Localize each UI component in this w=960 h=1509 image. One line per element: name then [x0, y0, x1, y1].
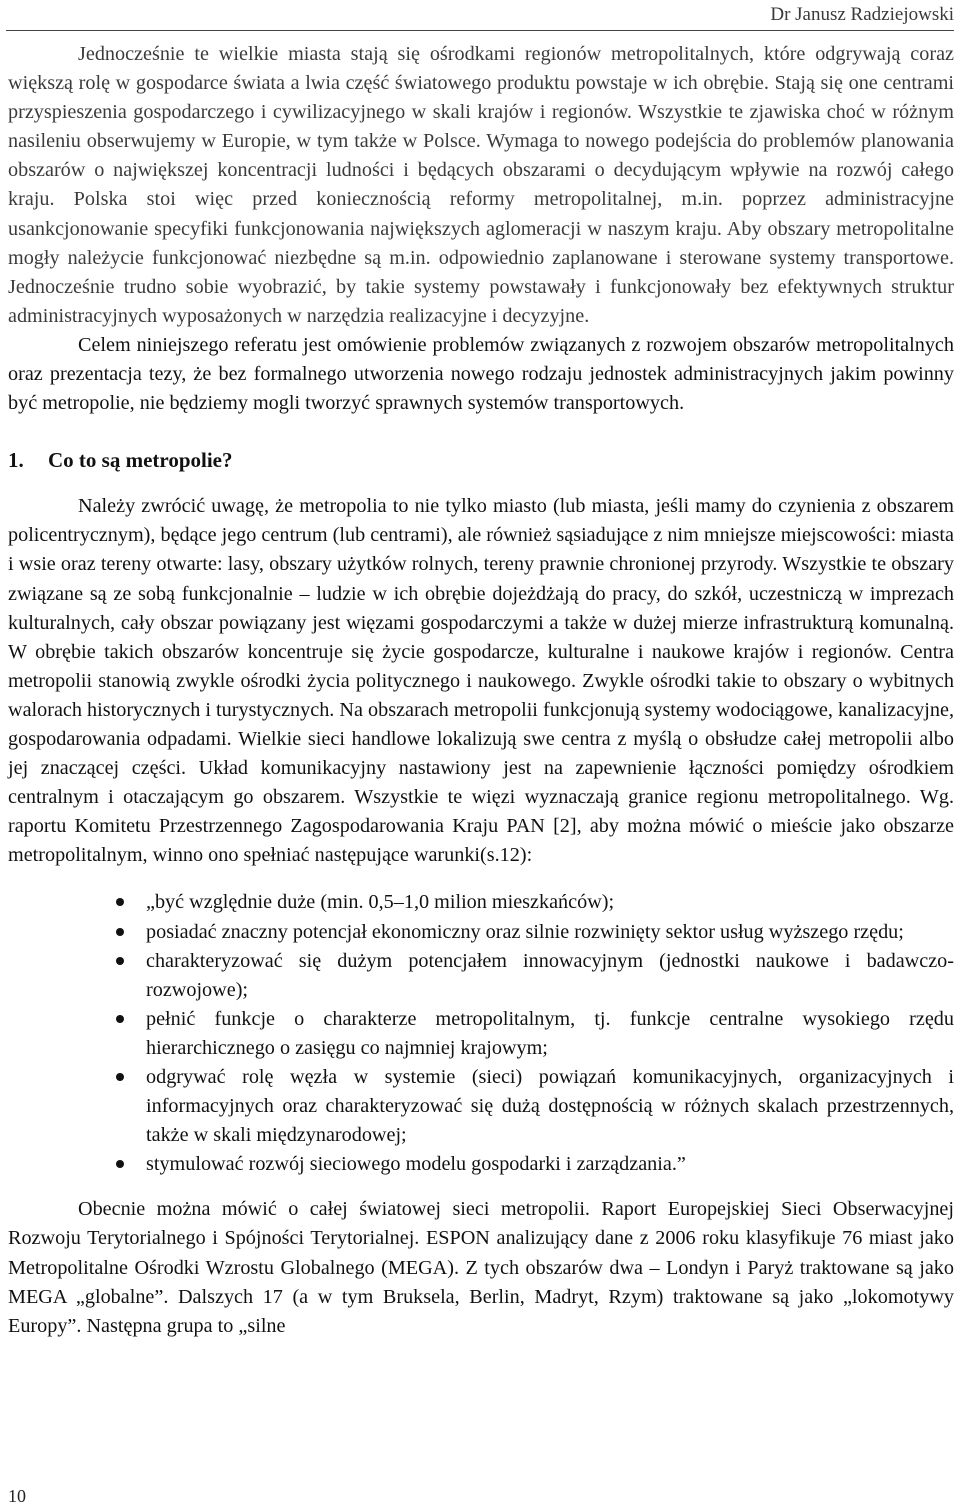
bullet-icon — [116, 1073, 124, 1081]
bullet-icon — [116, 928, 124, 936]
paragraph-intro: Jednocześnie te wielkie miasta stają się ośrodkami regionów metropolitalnych, które odgrywają coraz większą rolę w gospodarce świata a lwia część światowego produktu powstaje w ich obrębie. Stają się one centrami przyspieszenia gospodarczego i cywilizacyjnego w skali krajów i regionów. Wszystkie te zjawiska choć w różnym nasileniu obserwujemy w Europie, w tym także w Polsce. Wymaga to nowego podejścia do problemów planowania obszarów o największej koncentracji ludności i będących obszarami o decydującym wpływie na rozwój całego kraju. Polska stoi więc przed koniecznością reformy metropolitalnej, m.in. poprzez administracyjne usankcjonowanie specyfiki funkcjonowania największych aglomeracji w naszym kraju. Aby obszary metropolitalne mogły należycie funkcjonować niezbędne są m.in. odpowiednio zaplanowane i sterowane systemy transportowe. Jednocześnie trudno sobie wyobrazić, by takie systemy powstawały i funkcjonowały bez efektywnych struktur administracyjnych wyposażonych w narzędzia realizacyjne i decyzyjne. — [8, 43, 954, 327]
section-number: 1. — [8, 448, 24, 473]
running-header-author: Dr Janusz Radziejowski — [770, 4, 954, 25]
paragraph-aim: Celem niniejszego referatu jest omówienie problemów związanych z rozwojem obszarów metropolitalnych oraz prezentacja tezy, że bez formalnego utworzenia nowego rodzaju jednostek administracyjnych jakim powinny być metropolie, nie będziemy mogli tworzyć sprawnych systemów transportowych. — [8, 333, 954, 415]
bullet-icon — [116, 1160, 124, 1168]
list-item: posiadać znaczny potencjał ekonomiczny oraz silnie rozwinięty sektor usług wyższego rzędu; — [8, 918, 954, 947]
conditions-list — [8, 888, 954, 1179]
bullet-icon — [116, 957, 124, 965]
list-item: charakteryzować się dużym potencjałem innowacyjnym (jednostki naukowe i badawczo-rozwojowe); — [8, 947, 954, 1005]
list-item: stymulować rozwój sieciowego modelu gospodarki i zarządzania.” — [8, 1150, 954, 1179]
section-title: Co to są metropolie? — [48, 448, 233, 473]
section-heading — [8, 448, 954, 473]
bullet-icon — [116, 898, 124, 906]
page-body — [8, 40, 954, 1341]
bullet-icon — [116, 1015, 124, 1023]
header-rule — [6, 30, 954, 31]
paragraph-metropolis-definition: Należy zwrócić uwagę, że metropolia to nie tylko miasto (lub miasta, jeśli mamy do czynienia z obszarem policentrycznym), będące jego centrum (lub centrami), ale również sąsiadujące z nim mniejsze miejscowości: miasta i wsie oraz tereny otwarte: lasy, obszary użytków rolnych, tereny prawnie chronionej przyrody. Wszystkie te obszary związane są ze sobą funkcjonalnie – ludzie w ich obrębie dojeżdżają do pracy, do szkół, uczestniczą w imprezach kulturalnych, cały obszar powiązany jest więzami gospodarczymi a także w dużej mierze infrastrukturą komunalną. W obrębie takich obszarów koncentruje się życie gospodarcze, kulturalne i naukowe krajów i regionów. Centra metropolii stanowią zwykle ośrodki życia politycznego i naukowego. Zwykle ośrodki takie to obszary o wybitnych walorach historycznych i turystycznych. Na obszarach metropolii funkcjonują systemy wodociągowe, kanalizacyjne, gospodarowania odpadami. Wielkie sieci handlowe lokalizują swe centra z myślą o obsłudze całej metropolii albo jej znaczącej części. Układ komunikacyjny nastawiony jest na zapewnienie łączności pomiędzy ośrodkiem centralnym i otaczającym go obszarem. Wszystkie te więzi wyznaczają granice regionu metropolitalnego. Wg. raportu Komitetu Przestrzennego Zagospodarowania Kraju PAN [2], aby można mówić o mieście jako obszarze metropolitalnym, winno ono spełniać następujące warunki(s.12): — [8, 495, 954, 867]
list-item: pełnić funkcje o charakterze metropolitalnym, tj. funkcje centralne wysokiego rzędu hierarchicznego o zasięgu co najmniej krajowym; — [8, 1005, 954, 1063]
paragraph-espon: Obecnie można mówić o całej światowej sieci metropolii. Raport Europejskiej Sieci Obserwacyjnej Rozwoju Terytorialnego i Spójności Terytorialnej. ESPON analizujący dane z 2006 roku klasyfikuje 76 miast jako Metropolitalne Ośrodki Wzrostu Globalnego (MEGA). Z tych obszarów dwa – Londyn i Paryż traktowane są jako MEGA „globalne”. Dalszych 17 (a w tym Bruksela, Berlin, Madryt, Rzym) traktowane są jako „lokomotywy Europy”. Następna grupa to „silne — [8, 1198, 954, 1337]
list-item: „być względnie duże (min. 0,5–1,0 milion mieszkańców); — [8, 888, 954, 917]
list-item: odgrywać rolę węzła w systemie (sieci) powiązań komunikacyjnych, organizacyjnych i informacyjnych oraz charakteryzować się dużą dostępnością w różnych skalach przestrzennych, także w skali międzynarodowej; — [8, 1063, 954, 1150]
page-number: 10 — [8, 1486, 26, 1506]
